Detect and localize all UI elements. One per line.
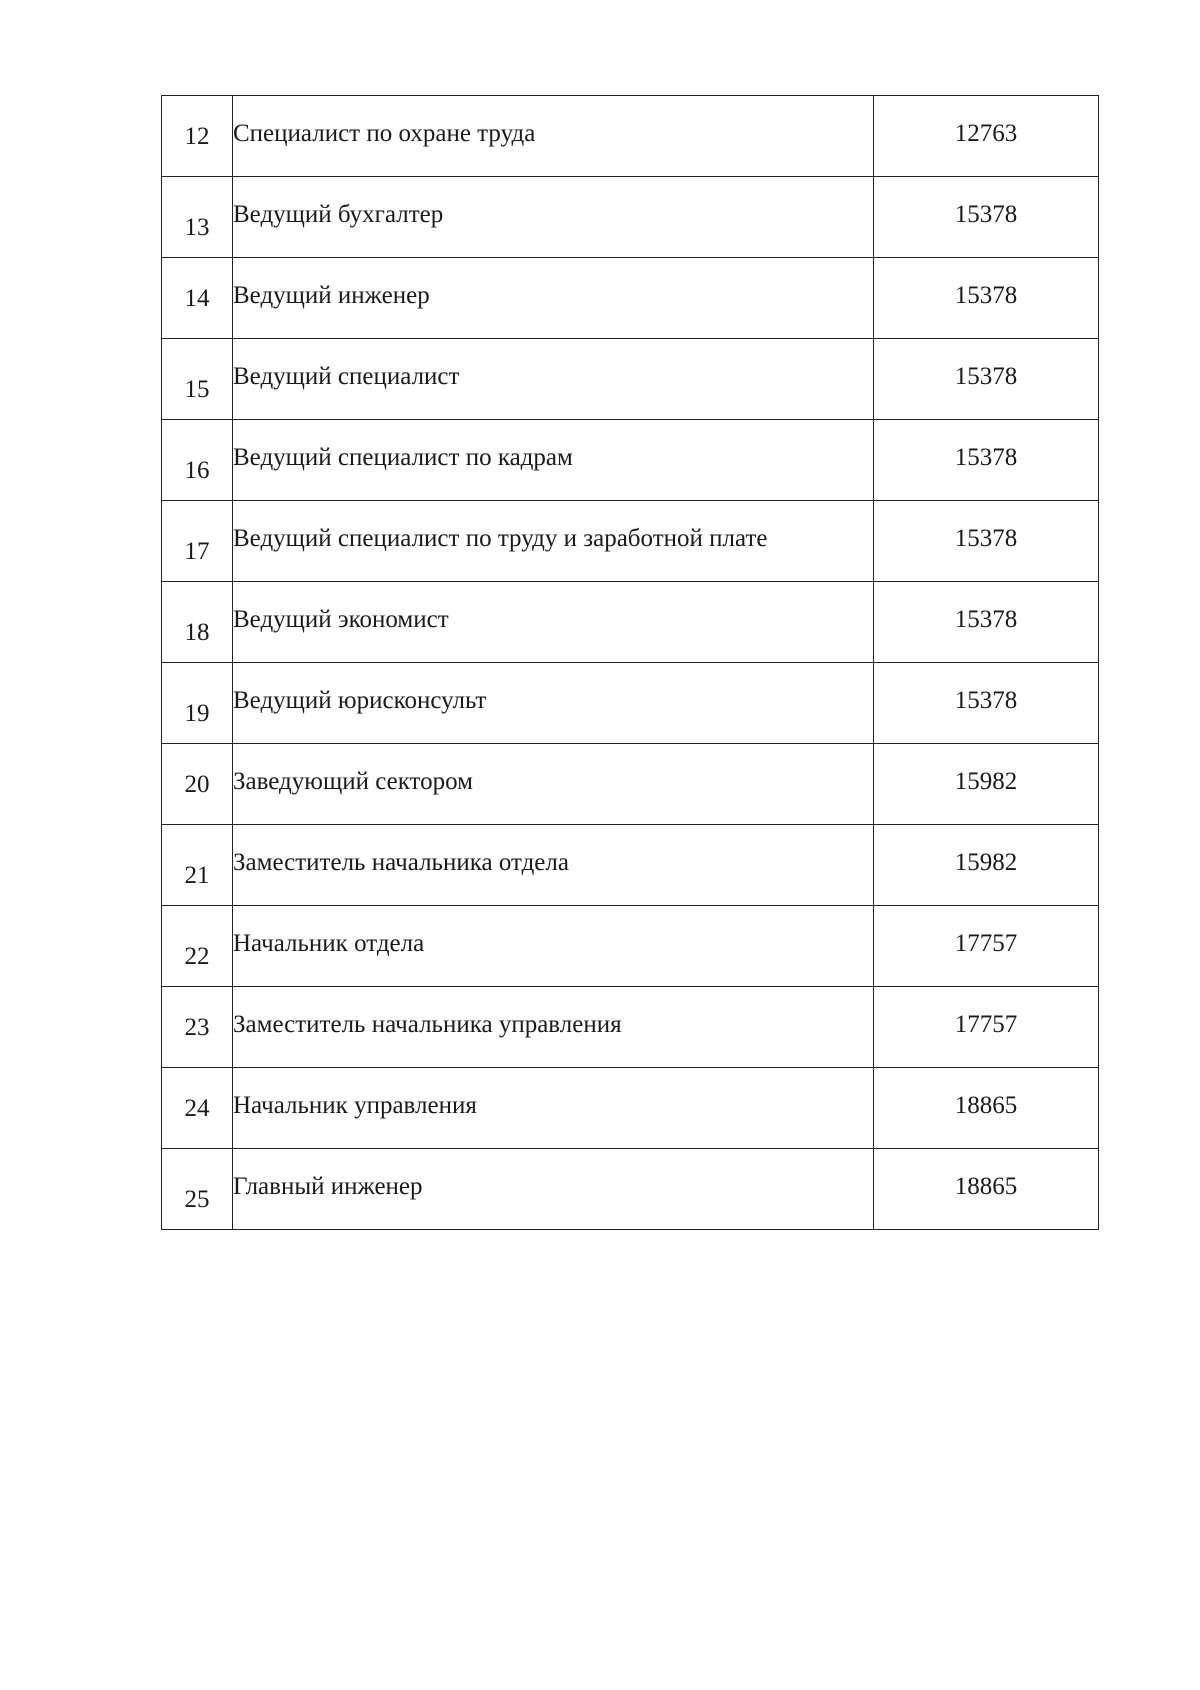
position-title: Ведущий специалист по кадрам (233, 443, 573, 471)
salary-value: 15378 (954, 200, 1018, 228)
row-number: 18 (184, 618, 210, 646)
row-number-cell (162, 906, 233, 987)
position-title: Ведущий экономист (233, 605, 449, 633)
table-row (162, 96, 1099, 177)
salary-cell (874, 96, 1099, 177)
salary-cell (874, 1149, 1099, 1230)
row-number-cell (162, 987, 233, 1068)
table-row (162, 177, 1099, 258)
position-title: Ведущий бухгалтер (233, 200, 444, 228)
row-number: 23 (184, 1013, 210, 1041)
row-number: 12 (184, 122, 210, 150)
table-row (162, 825, 1099, 906)
salary-cell (874, 987, 1099, 1068)
salary-value: 17757 (954, 929, 1018, 957)
row-number: 19 (184, 699, 210, 727)
position-title-cell (233, 582, 874, 663)
salary-cell (874, 663, 1099, 744)
table-row (162, 258, 1099, 339)
row-number-cell (162, 1068, 233, 1149)
salary-value: 15378 (954, 605, 1018, 633)
salary-cell (874, 744, 1099, 825)
position-title-cell (233, 663, 874, 744)
salary-cell (874, 420, 1099, 501)
table-row (162, 1068, 1099, 1149)
salary-value: 15378 (954, 362, 1018, 390)
position-title-cell (233, 177, 874, 258)
salary-value: 15982 (954, 767, 1018, 795)
salary-value: 18865 (954, 1091, 1018, 1119)
row-number: 24 (184, 1094, 210, 1122)
position-salary-table (161, 95, 1099, 1230)
row-number: 20 (184, 770, 210, 798)
row-number-cell (162, 501, 233, 582)
position-title-cell (233, 825, 874, 906)
salary-value: 18865 (954, 1172, 1018, 1200)
salary-cell (874, 906, 1099, 987)
salary-cell (874, 825, 1099, 906)
position-title: Начальник отдела (233, 929, 425, 957)
position-title: Ведущий специалист (233, 362, 460, 390)
row-number-cell (162, 1149, 233, 1230)
row-number: 22 (184, 942, 210, 970)
position-title-cell (233, 744, 874, 825)
position-title-cell (233, 501, 874, 582)
salary-value: 15378 (954, 443, 1018, 471)
salary-cell (874, 177, 1099, 258)
salary-value: 12763 (954, 119, 1018, 147)
salary-cell (874, 258, 1099, 339)
table-row (162, 420, 1099, 501)
position-title-cell (233, 906, 874, 987)
row-number: 25 (184, 1185, 210, 1213)
row-number: 21 (184, 861, 210, 889)
position-title: Ведущий юрисконсульт (233, 686, 487, 714)
table-row (162, 744, 1099, 825)
row-number: 14 (184, 284, 210, 312)
position-title-cell (233, 339, 874, 420)
row-number-cell (162, 96, 233, 177)
salary-cell (874, 339, 1099, 420)
position-title: Заместитель начальника управления (233, 1010, 622, 1038)
row-number-cell (162, 177, 233, 258)
position-title: Ведущий специалист по труду и заработной плате (233, 524, 768, 552)
salary-cell (874, 1068, 1099, 1149)
row-number-cell (162, 663, 233, 744)
position-title-cell (233, 258, 874, 339)
row-number-cell (162, 744, 233, 825)
position-title: Главный инженер (233, 1172, 423, 1200)
salary-value: 15982 (954, 848, 1018, 876)
salary-cell (874, 501, 1099, 582)
position-title: Заместитель начальника отдела (233, 848, 569, 876)
position-title: Специалист по охране труда (233, 119, 536, 147)
salary-value: 15378 (954, 524, 1018, 552)
position-title-cell (233, 1068, 874, 1149)
salary-value: 15378 (954, 686, 1018, 714)
table-row (162, 501, 1099, 582)
salary-value: 17757 (954, 1010, 1018, 1038)
table-row (162, 339, 1099, 420)
position-title-cell (233, 1149, 874, 1230)
row-number: 16 (184, 456, 210, 484)
position-title: Начальник управления (233, 1091, 477, 1119)
table-row (162, 987, 1099, 1068)
row-number-cell (162, 258, 233, 339)
row-number: 13 (184, 213, 210, 241)
position-title: Ведущий инженер (233, 281, 430, 309)
table-row (162, 906, 1099, 987)
table-row (162, 663, 1099, 744)
position-title-cell (233, 96, 874, 177)
table-row (162, 1149, 1099, 1230)
position-title: Заведующий сектором (233, 767, 473, 795)
salary-cell (874, 582, 1099, 663)
position-title-cell (233, 987, 874, 1068)
row-number-cell (162, 582, 233, 663)
row-number-cell (162, 825, 233, 906)
row-number: 17 (184, 537, 210, 565)
row-number-cell (162, 420, 233, 501)
row-number: 15 (184, 375, 210, 403)
table-row (162, 582, 1099, 663)
salary-value: 15378 (954, 281, 1018, 309)
row-number-cell (162, 339, 233, 420)
position-title-cell (233, 420, 874, 501)
